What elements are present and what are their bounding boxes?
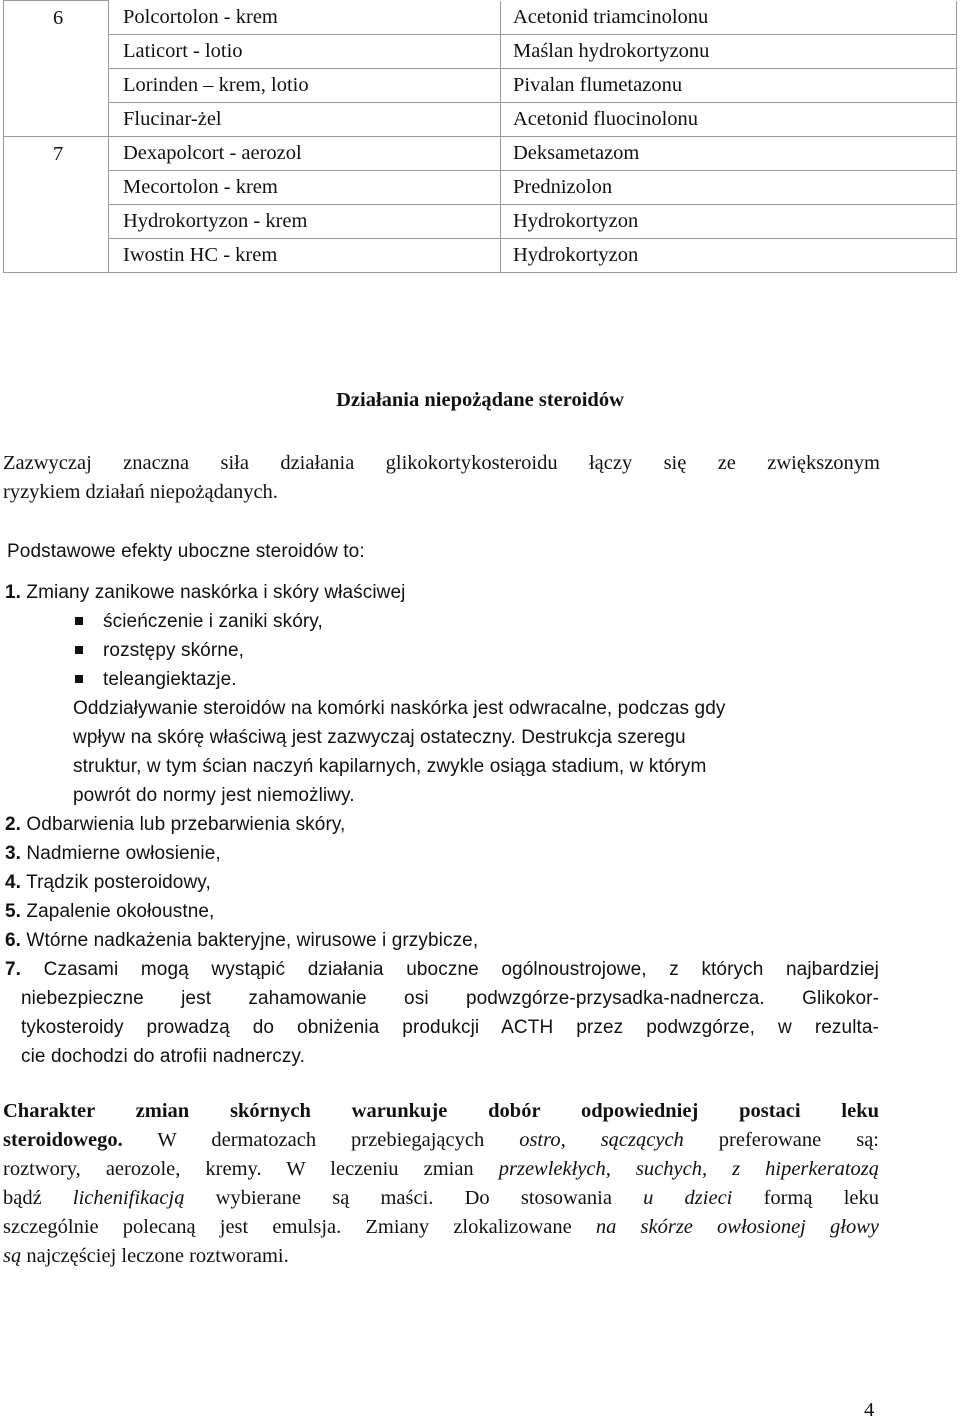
text: wybierane są maści. Do stosowania <box>184 1187 644 1209</box>
group-number <box>4 35 109 69</box>
preparation-cell: Hydrokortyzon - krem <box>109 205 501 239</box>
item-number: 5. <box>5 901 22 922</box>
list-item-5 <box>5 901 214 923</box>
effects-title: Podstawowe efekty uboczne steroidów to: <box>7 541 365 562</box>
item-number: 4. <box>5 872 22 893</box>
final-line-4 <box>3 1187 879 1210</box>
item-number: 7. <box>5 959 22 980</box>
text: preferowane są: <box>683 1129 879 1151</box>
item7-line-2: niebezpieczne jest zahamowanie osi podwzgórze-przysadka-nadnercza. Glikokor- <box>21 988 879 1009</box>
group-number <box>4 69 109 103</box>
table-row <box>4 103 957 137</box>
square-bullet-icon <box>75 617 83 625</box>
table-row <box>4 239 957 273</box>
table-row <box>4 1 957 35</box>
preparation-cell: Laticort - lotio <box>109 35 501 69</box>
substance-cell: Pivalan flumetazonu <box>501 69 957 103</box>
item7-line-4: cie dochodzi do atrofii nadnerczy. <box>21 1046 305 1067</box>
preparation-cell: Dexapolcort - aerozol <box>109 137 501 171</box>
final-line-3 <box>3 1158 879 1181</box>
para-line: Oddziaływanie steroidów na komórki naskórka jest odwracalne, podczas gdy <box>73 698 726 719</box>
italic-text: u dzieci <box>643 1187 733 1209</box>
bullet-item <box>75 669 237 691</box>
group-number <box>4 171 109 205</box>
bullet-text: ścieńczenie i zaniki skóry, <box>103 611 323 632</box>
text: najczęściej leczone roztworami. <box>21 1245 289 1267</box>
substance-cell: Acetonid triamcinolonu <box>501 1 957 35</box>
table-row <box>4 205 957 239</box>
preparation-cell: Flucinar-żel <box>109 103 501 137</box>
table-row <box>4 35 957 69</box>
group-number: 6 <box>4 1 109 35</box>
italic-text: ostro, sączących <box>519 1129 684 1151</box>
item-text: Czasami mogą wystąpić działania uboczne ogólnoustrojowe, z których najbardziej <box>21 959 879 980</box>
list-item-6 <box>5 930 478 952</box>
text: bądź <box>3 1187 73 1209</box>
item-text: Wtórne nadkażenia bakteryjne, wirusowe i grzybicze, <box>21 930 479 951</box>
substance-cell: Acetonid fluocinolonu <box>501 103 957 137</box>
para-line: wpływ na skórę właściwą jest zazwyczaj ostateczny. Destrukcja szeregu <box>73 727 686 748</box>
preparation-cell: Iwostin HC - krem <box>109 239 501 273</box>
steroid-table <box>3 0 957 273</box>
item-text: Trądzik posteroidowy, <box>21 872 211 893</box>
group-number <box>4 205 109 239</box>
list-item-2 <box>5 814 345 836</box>
final-line-2 <box>3 1129 879 1152</box>
list-item-3 <box>5 843 221 865</box>
item-text: Zmiany zanikowe naskórka i skóry właściwej <box>21 582 406 603</box>
item-text: Nadmierne owłosienie, <box>21 843 221 864</box>
table-row <box>4 137 957 171</box>
text: szczególnie polecaną jest emulsja. Zmiany zlokalizowane <box>3 1216 596 1238</box>
final-bold-line: Charakter zmian skórnych warunkuje dobór odpowiedniej postaci leku <box>3 1100 879 1122</box>
preparation-cell: Polcortolon - krem <box>109 1 501 35</box>
group-number <box>4 103 109 137</box>
section-title: Działania niepożądane steroidów <box>336 389 624 411</box>
item-text: Zapalenie okołoustne, <box>21 901 215 922</box>
bullet-item <box>75 640 244 662</box>
group-number <box>4 239 109 273</box>
text: roztwory, aerozole, kremy. W leczeniu zmian <box>3 1158 499 1180</box>
substance-cell: Hydrokortyzon <box>501 239 957 273</box>
square-bullet-icon <box>75 646 83 654</box>
italic-text: przewlekłych, suchych, z hiperkeratozą <box>498 1158 879 1180</box>
item-number: 3. <box>5 843 22 864</box>
substance-cell: Hydrokortyzon <box>501 205 957 239</box>
bullet-text: rozstępy skórne, <box>103 640 244 661</box>
italic-text: są <box>3 1245 22 1267</box>
preparation-cell: Lorinden – krem, lotio <box>109 69 501 103</box>
preparation-cell: Mecortolon - krem <box>109 171 501 205</box>
substance-cell: Maślan hydrokortyzonu <box>501 35 957 69</box>
bold-text: steroidowego. <box>3 1129 123 1151</box>
item7-line-3: tykosteroidy prowadzą do obniżenia produkcji ACTH przez podwzgórze, w rezulta- <box>21 1017 879 1038</box>
square-bullet-icon <box>75 675 83 683</box>
bullet-text: teleangiektazje. <box>103 669 237 690</box>
intro-line-2: ryzykiem działań niepożądanych. <box>3 481 278 503</box>
italic-text: na skórze owłosionej głowy <box>595 1216 879 1238</box>
text: formą leku <box>732 1187 880 1209</box>
italic-text: lichenifikacją <box>72 1187 185 1209</box>
item-number: 1. <box>5 582 22 603</box>
para-line: powrót do normy jest niemożliwy. <box>73 785 355 806</box>
item-number: 6. <box>5 930 22 951</box>
list-item-1 <box>5 582 405 604</box>
final-line-5 <box>3 1216 879 1239</box>
list-item-4 <box>5 872 211 894</box>
intro-line-1: Zazwyczaj znaczna siła działania glikokortykosteroidu łączy się ze zwiększonym <box>3 452 880 474</box>
table-row <box>4 69 957 103</box>
page-number: 4 <box>864 1399 875 1421</box>
bullet-item <box>75 611 323 633</box>
text: W dermatozach przebiegających <box>122 1129 520 1151</box>
item-text: Odbarwienia lub przebarwienia skóry, <box>21 814 346 835</box>
list-item-7 <box>5 959 879 981</box>
final-line-6 <box>3 1245 289 1268</box>
substance-cell: Deksametazom <box>501 137 957 171</box>
group-number: 7 <box>4 137 109 171</box>
table-row <box>4 171 957 205</box>
substance-cell: Prednizolon <box>501 171 957 205</box>
item-number: 2. <box>5 814 22 835</box>
para-line: struktur, w tym ścian naczyń kapilarnych, zwykle osiąga stadium, w którym <box>73 756 707 777</box>
